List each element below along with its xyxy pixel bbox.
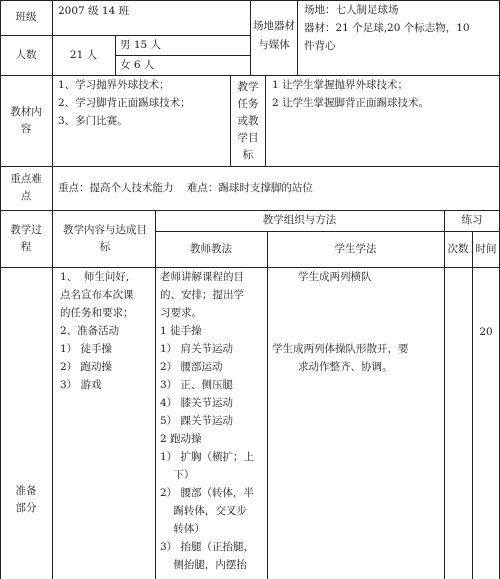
content-item-1: 1、学习抛界外球技术；: [58, 79, 170, 91]
teacher-line: 踢转体，交叉步: [160, 505, 247, 517]
teacher-line: 5） 踝关节运动: [160, 415, 234, 427]
content-label: 教材内容: [10, 105, 42, 135]
col-divider: [250, 0, 251, 75]
prep-content-line: 3） 游戏: [60, 379, 102, 391]
col-teacher-header: 教师教法: [190, 242, 232, 255]
teacher-line: 1） 扩胸（横扩；上: [160, 451, 255, 463]
count-value: 21 人: [69, 48, 98, 61]
col-divider: [115, 35, 116, 75]
teacher-line: 的、安排；提出学: [160, 289, 244, 301]
col-student-header: 学生学法: [334, 242, 377, 255]
student-line-3: 求动作整齐、协调。: [298, 361, 393, 373]
equipment-text-line2: 件背心: [304, 40, 336, 52]
teacher-line: 老师讲解课程的目: [160, 271, 244, 283]
teacher-line: 下）: [160, 469, 195, 481]
teacher-line: 1） 肩关节运动: [160, 343, 234, 355]
teacher-line: 2 跑动操: [160, 433, 202, 445]
teacher-line: 3） 正、侧压腿: [160, 379, 234, 391]
prep-content-line: 2、准备活动: [60, 325, 120, 337]
content-item-2: 2、学习脚背正面踢球技术；: [58, 97, 191, 109]
teacher-line: 4） 膝关节运动: [160, 397, 234, 409]
col-divider: [444, 210, 445, 579]
col-practice-header: 练习: [461, 214, 483, 226]
prep-content-line: 1） 徒手操: [60, 343, 113, 355]
focus-text: 重点：提高个人技术能力 难点：踢球时支撑脚的站位: [58, 182, 313, 194]
process-label: 教学过程: [10, 223, 42, 253]
student-line-1: 学生成两列横队: [298, 271, 372, 283]
goal-item-1: 1 让学生掌握抛界外球技术；: [272, 79, 409, 91]
student-line-2: 学生成两列体操队形散开，要: [272, 343, 409, 355]
venue-text: 场地：七人制足球场: [304, 4, 399, 16]
col-divider: [265, 75, 266, 166]
row-divider: [0, 166, 500, 167]
col-divider: [230, 75, 231, 166]
class-label: 班级: [15, 11, 37, 23]
prep-time: 20: [479, 325, 493, 338]
goal-item-2: 2 让学生掌握脚背正面踢球技术。: [272, 97, 430, 109]
teacher-line: 3） 抬腿（正抬腿，: [160, 541, 255, 553]
class-value: 2007 级 14 班: [58, 5, 130, 17]
equipment-text-line1: 器材：21 个足球,20 个标志物，10: [304, 22, 470, 34]
teacher-line: 1 徒手操: [160, 325, 202, 337]
prep-content-line: 点名宣布本次课: [60, 289, 134, 301]
equipment-label: 场地器材与媒体: [253, 20, 295, 51]
teacher-line: 侧抬腿，内摆抬: [160, 559, 247, 571]
col-divider: [52, 0, 53, 579]
col-divider: [472, 231, 473, 579]
col-method-header: 教学组织与方法: [262, 214, 337, 226]
teacher-line: 2） 腰部（转体，半: [160, 487, 255, 499]
col-content-header: 教学内容与达成目标: [63, 223, 147, 253]
col-time-header: 时间: [475, 242, 497, 255]
female-count: 女 6 人: [120, 59, 155, 71]
col-times-header: 次数: [447, 242, 469, 255]
teacher-line: 转体）: [160, 523, 205, 535]
prep-content-line: 2） 跑动操: [60, 361, 113, 373]
focus-label: 重点难点: [10, 173, 42, 202]
prep-content-line: 的任务和要求；: [60, 307, 134, 319]
content-item-3: 3、多门比赛。: [58, 115, 128, 127]
teacher-line: 习要求。: [160, 307, 202, 319]
teacher-line: 2） 腰部运动: [160, 361, 223, 373]
count-label: 人数: [15, 48, 37, 61]
col-divider: [267, 231, 268, 579]
male-count: 男 15 人: [120, 39, 162, 51]
prep-label: 准备部分: [15, 485, 37, 514]
col-divider: [297, 0, 298, 75]
goal-label: 教学任务或教学目标: [237, 80, 259, 161]
prep-content-line: 1、 师生问好,: [60, 271, 130, 283]
